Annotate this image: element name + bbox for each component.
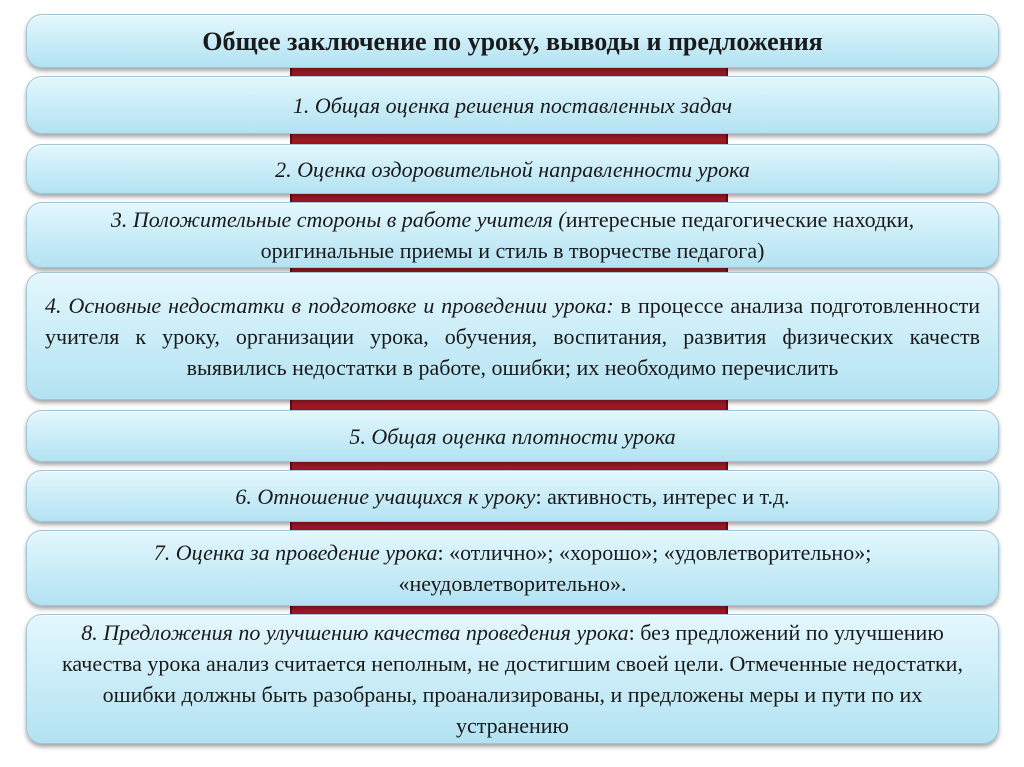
item-5-lead: 5. Общая оценка плотности урока — [349, 423, 676, 449]
item-6-text: : активность, интерес и т.д. — [535, 483, 790, 509]
item-box-5 — [26, 410, 999, 462]
item-box-3 — [26, 202, 999, 268]
item-box-7 — [26, 530, 999, 606]
page-title: Общее заключение по уроку, выводы и предложения — [202, 26, 823, 56]
item-7-text: : «отлично»; «хорошо»; «удовлетворительно»; «неудовлетворительно». — [398, 540, 872, 596]
item-7-lead: 7. Оценка за проведение урока — [153, 540, 438, 565]
item-4-text: в процессе анализа подготовленности учителя к уроку, организации урока, обучения, воспитания, развития физических качеств выявились недостатки в работе, ошибки; их необходимо перечислить — [45, 292, 981, 380]
item-1-lead: 1. Общая оценка решения поставленных задач — [292, 92, 733, 118]
item-box-6 — [26, 470, 999, 522]
item-3-lead: 3. Положительные стороны в работе учителя ( — [110, 207, 566, 232]
item-box-1 — [26, 76, 999, 134]
item-box-8 — [26, 614, 999, 744]
item-box-2 — [26, 144, 999, 194]
item-8-lead: 8. Предложения по улучшению качества проведения урока — [81, 620, 629, 645]
item-4-lead: 4. Основные недостатки в подготовке и проведении урока: — [45, 292, 614, 318]
item-2-lead: 2. Оценка оздоровительной направленности урока — [275, 156, 750, 182]
item-8-text: : без предложений по улучшению качества урока анализ считается неполным, не достигшим своей цели. Отмеченные недостатки, ошибки должны быть разобраны, проанализированы, и предложены меры и пути по их устранению — [62, 620, 963, 738]
item-3-text: интересные педагогические находки, оригинальные приемы и стиль в творчестве педагога) — [260, 207, 915, 263]
title-box — [26, 14, 999, 68]
item-box-4 — [26, 272, 999, 400]
item-6-lead: 6. Отношение учащихся к уроку — [235, 483, 536, 509]
